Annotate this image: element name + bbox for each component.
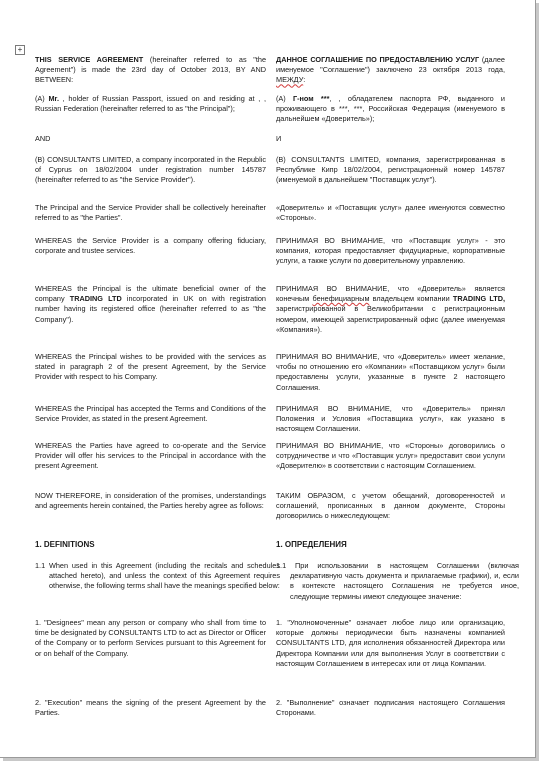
whereas-services-wish-ru: ПРИНИМАЯ ВО ВНИМАНИЕ, что «Доверитель» имеет желание, чтобы по отношению его «Компании» «Поставщиком услуг» были предоставлены услуги, указанные в пункте 2 настоящего Соглашения. [276,352,505,392]
parties-definition-en: The Principal and the Service Provider shall be collectively hereinafter referred to as "the Parties". [35,203,266,223]
definitions-heading-ru: 1. ОПРЕДЕЛЕНИЯ [276,540,347,549]
whereas-services-wish-en: WHEREAS the Principal wishes to be provided with the services as stated in paragraph 2 of the present Agreement, by the Service Provider with respect to his Company. [35,352,266,382]
party-b-en: (B) CONSULTANTS LIMITED, a company incorporated in the Republic of Cyprus on 18/02/2004 under registration number 145787 (hereinafter referred to as "the Service Provider"). [35,155,266,185]
party-b-ru: (В) CONSULTANTS LIMITED, компания, зарегистрированная в Республике Кипр 18/02/2004, регистрационный номер 145787 (именуемой в дальнейшем "Поставщик услуг"). [276,155,505,185]
table-move-handle-icon[interactable]: + [15,45,25,55]
party-a-ru: (A) Г-ном ***, , обладателем паспорта РФ, выданного и проживающего в ***, ***, Российская Федерация (именуемого в дальнейшем «Доверитель»); [276,94,505,124]
agreement-intro-ru: ДАННОЕ СОГЛАШЕНИЕ ПО ПРЕДОСТАВЛЕНИЮ УСЛУГ (далее именуемое "Соглашение") заключено 23 октября 2013 года, МЕЖДУ: [276,55,505,85]
definition-designees-ru: 1. "Уполномоченные" означает любое лицо или организацию, которые должны периодически быть назначены компанией CONSULTANTS LTD, для исполнения обязанностей Директора или Директора Компании или для выполнения Услуг в соответствии с настоящим Соглашением в интересах или от лица Компании. [276,618,505,668]
whereas-beneficial-owner-ru: ПРИНИМАЯ ВО ВНИМАНИЕ, что «Доверитель» является конечным бенефициарным владельцем компании TRADING LTD, зарегистрированной в Великобритании с регистрационным номером, имеющей зарегистрированный офис (далее именуемая «Компания»). [276,284,506,334]
definition-execution-ru: 2. "Выполнение" означает подписания настоящего Соглашения Сторонами. [276,698,505,718]
and-en: AND [35,134,51,143]
now-therefore-en: NOW THEREFORE, in consideration of the promises, understandings and agreements herein contained, the Parties hereby agree as follows: [35,491,266,511]
whereas-service-provider-en: WHEREAS the Service Provider is a company offering fiduciary, corporate and trustee services. [35,236,266,256]
now-therefore-ru: ТАКИМ ОБРАЗОМ, с учетом обещаний, договоренностей и соглашений, прописанных в данном документе, Стороны договорились о нижеследующем: [276,491,505,521]
whereas-beneficial-owner-en: WHEREAS the Principal is the ultimate beneficial owner of the company TRADING LTD incorporated in UK on with registration number having its registered office (hereinafter referred to as "the Company"). [35,284,266,324]
definitions-heading-en: 1. DEFINITIONS [35,540,95,549]
whereas-terms-accepted-ru: ПРИНИМАЯ ВО ВНИМАНИЕ, что «Доверитель» принял Положения и Условия «Поставщика услуг», как указано в настоящем Соглашении. [276,404,505,434]
party-a-en: (A) Mr. , holder of Russian Passport, issued on and residing at , , Russian Federation (hereinafter referred to as "the Principal"); [35,94,266,114]
whereas-cooperation-ru: ПРИНИМАЯ ВО ВНИМАНИЕ, что «Стороны» договорились о сотрудничестве и что «Поставщик услуг» предоставит свои услуги «Доверителю» в соответствии с настоящим Соглашением. [276,441,505,471]
agreement-intro-en: THIS SERVICE AGREEMENT (hereinafter referred to as "the Agreement") is made the 23rd day of October 2013, BY AND BETWEEN: [35,55,266,85]
definition-execution-en: 2. "Execution" means the signing of the present Agreement by the Parties. [35,698,266,718]
definition-designees-en: 1. "Designees" mean any person or company who shall from time to time be designated by CONSULTANTS LTD to act as Director or Officer of the Company or to perform Services pursuant to this Agreement for or on behalf of the Company. [35,618,267,658]
parties-definition-ru: «Доверитель» и «Поставщик услуг» далее именуются совместно «Стороны». [276,203,505,223]
clause-1-1-en: 1.1 When used in this Agreement (including the recitals and schedules attached hereto), and unless the context of this Agreement requires otherwise, the following terms shall have the meanings specified below: [35,561,280,591]
whereas-terms-accepted-en: WHEREAS the Principal has accepted the Terms and Conditions of the Service Provider, as stated in the present Agreement. [35,404,266,424]
whereas-service-provider-ru: ПРИНИМАЯ ВО ВНИМАНИЕ, что «Поставщик услуг» - это компания, которая предоставляет фидуциарные, корпоративные услуги, а также услуги по доверительному управлению. [276,236,505,266]
whereas-cooperation-en: WHEREAS the Parties have agreed to co-operate and the Service Provider will offer his services to the Principal in accordance with the present Agreement. [35,441,266,471]
and-ru: И [276,134,282,143]
clause-1-1-ru: 1.1 При использовании в настоящем Соглашении (включая декларативную часть документа и прилагаемые графики), и, если в контексте настоящего Соглашения не требуется иное, следующие термины имеют следующее значение: [276,561,519,601]
